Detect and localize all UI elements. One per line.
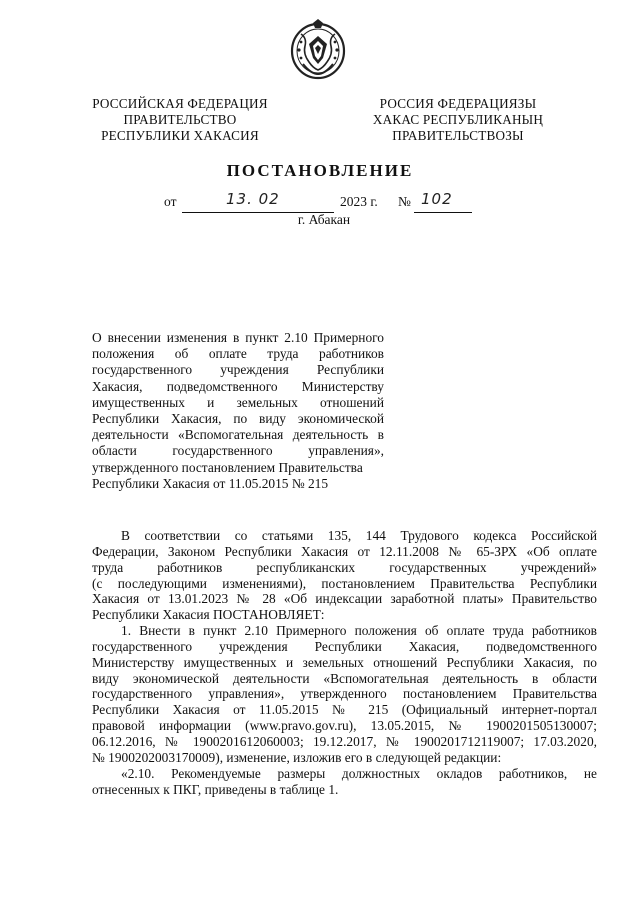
body-line: Республики Хакасия ПОСТАНОВЛЯЕТ: bbox=[92, 607, 325, 623]
document-body bbox=[92, 528, 597, 797]
body-line: 1. Внести в пункт 2.10 Примерного положения об оплате труда работников bbox=[121, 623, 597, 639]
body-line: 06.12.2016, № 1900201612060003; 19.12.2017, № 1900201712119007; 17.03.2020, bbox=[92, 733, 597, 749]
subject-line: О внесении изменения в пункт 2.10 Примерного bbox=[92, 330, 384, 345]
subject-line: имущественных и земельных отношений bbox=[92, 394, 384, 410]
body-line: № 1900202003170009), изменение, изложив его в следующей редакции: bbox=[92, 749, 502, 765]
header-right-line: ХАКАС РЕСПУБЛИКАНЫҢ bbox=[372, 112, 544, 127]
subject-line: государственного учреждения Республики bbox=[92, 362, 384, 378]
coat-of-arms-emblem bbox=[289, 18, 347, 80]
header-left-line: ПРАВИТЕЛЬСТВО bbox=[123, 112, 237, 127]
subject-line: деятельности «Вспомогательная деятельность в bbox=[92, 427, 384, 443]
body-line: труда работников республиканских государственных учреждений» bbox=[92, 559, 597, 575]
date-prefix: от bbox=[164, 194, 177, 209]
subject-line: Республики Хакасия от 11.05.2015 № 215 bbox=[92, 475, 329, 491]
header-left-line: РОССИЙСКАЯ ФЕДЕРАЦИЯ bbox=[92, 96, 268, 111]
city-name: г. Абакан bbox=[297, 212, 351, 227]
handwritten-date: 13. 02 bbox=[226, 190, 280, 208]
subject-line: Республики Хакасия, по виду экономической bbox=[92, 410, 384, 426]
body-line: правовой информации (www.pravo.gov.ru), 13.05.2015, № 1900201505130007; bbox=[92, 718, 597, 734]
header-right-block bbox=[348, 96, 568, 144]
document-subject bbox=[92, 330, 384, 492]
body-line: (с последующими изменениями), постановлением Правительства Республики bbox=[92, 575, 597, 591]
body-line: Федерации, Законом Республики Хакасия от 12.11.2008 № 65-ЗРХ «Об оплате bbox=[92, 543, 597, 559]
body-line: Республики Хакасия от 11.05.2015 № 215 (Официальный интернет-портал bbox=[92, 702, 597, 718]
date-year: 2023 г. bbox=[340, 194, 378, 209]
subject-line: положения об оплате труда работников bbox=[92, 346, 384, 362]
body-line: Хакасия от 13.01.2023 № 28 «Об индексации заработной платы» Правительство bbox=[92, 591, 597, 607]
handwritten-number: 102 bbox=[421, 190, 453, 208]
subject-line: утвержденного постановлением Правительства bbox=[92, 459, 363, 475]
body-line: В соответствии со статьями 135, 144 Трудового кодекса Российской bbox=[121, 528, 597, 543]
document-title: ПОСТАНОВЛЕНИЕ bbox=[226, 161, 414, 180]
header-left-line: РЕСПУБЛИКИ ХАКАСИЯ bbox=[101, 128, 259, 143]
body-line: «2.10. Рекомендуемые размеры должностных окладов работников, не bbox=[121, 765, 597, 781]
date-number-line bbox=[0, 190, 640, 214]
body-line: государственного учреждения Республики Хакасия, подведомственного bbox=[92, 638, 597, 654]
header-right-line: ПРАВИТЕЛЬСТВОЗЫ bbox=[392, 128, 524, 143]
body-line: отнесенных к ПКГ, приведены в таблице 1. bbox=[92, 781, 339, 797]
header-left-block bbox=[70, 96, 290, 144]
number-sign: № bbox=[398, 194, 411, 209]
subject-line: Хакасия, подведомственного Министерству bbox=[92, 378, 384, 394]
header-right-line: РОССИЯ ФЕДЕРАЦИЯЗЫ bbox=[379, 96, 537, 111]
subject-line: области государственного управления», bbox=[92, 443, 384, 459]
body-line: виду экономической деятельности «Вспомогательная деятельность в области bbox=[92, 670, 597, 686]
body-line: государственного управления», утвержденного постановлением Правительства bbox=[92, 686, 597, 702]
body-line: Министерству имущественных и земельных отношений Республики Хакасия, по bbox=[92, 654, 597, 670]
